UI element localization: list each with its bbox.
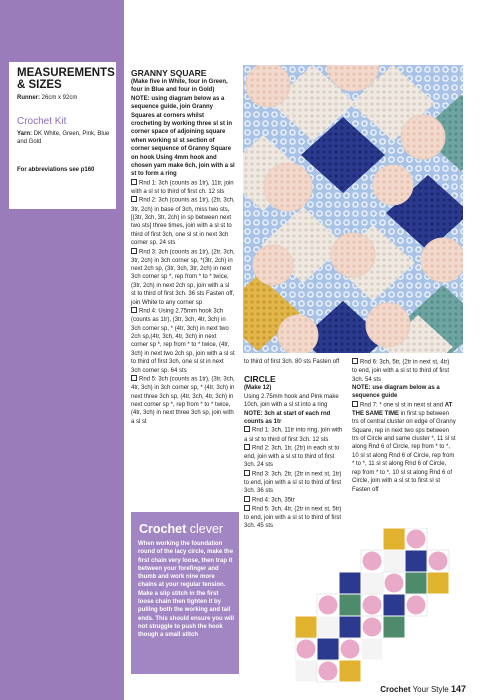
circle-heading: CIRCLE: [244, 374, 276, 385]
kit-title: Crochet Kit: [17, 116, 67, 127]
crochet-clever-box: [131, 512, 239, 674]
clever-title-word-two: clever: [189, 522, 224, 536]
diagram-circle: [319, 662, 338, 681]
circle-rnd3: Rnd 3: 3ch, 2tr, (2tr in next st, 1tr) to end, join with a sl st to third of first 3ch. 36 sts: [244, 471, 342, 495]
footer-brand: Crochet: [380, 685, 411, 694]
granny-rnd5-end: to third of first 3ch. 80 sts Fasten off: [244, 359, 340, 365]
diagram-circle: [363, 596, 382, 615]
checkbox-icon: [244, 505, 250, 511]
runner-photo: [243, 65, 463, 353]
diagram-square-green: [383, 616, 405, 638]
checkbox-icon: [131, 179, 137, 185]
diagram-circle: [363, 618, 382, 637]
diagram-circle: [297, 640, 316, 659]
runner-size: [17, 94, 115, 102]
diagram-square-gold: [427, 572, 449, 594]
sequence-diagram: [295, 528, 453, 688]
checkbox-icon: [131, 196, 137, 202]
checkbox-icon: [352, 401, 358, 407]
diagram-square-gold: [295, 616, 317, 638]
measurements-title: MEASUREMENTS & SIZES: [17, 67, 115, 91]
runner-value: 26cm x 92cm: [41, 95, 78, 101]
sidebar: [0, 0, 124, 700]
crochet-clever-tip: When working the foundation round of the lacy circle, make the first chain very loose, then trap it between your forefinger and thumb and work nine more chains at your regular tension. Make a slip stitch in the first loose chain then tighten it by pulling both the working and tail ends. This should ensure you will not struggle to push the hook though a small stitch: [138, 541, 235, 639]
diagram-square-green: [405, 572, 427, 594]
diagram-square-blue: [405, 550, 427, 572]
circle-rnd1: Rnd 1: 3ch, 11tr into ring, join with a sl st to third of first 3ch. 12 sts: [244, 428, 343, 443]
diagram-circle: [429, 552, 448, 571]
circle-intro: Using 2.75mm hook and Pink make 10ch, join with a sl st into a ring: [244, 393, 339, 409]
granny-make-note: (Make five in White, four in Green, four in Blue and four in Gold): [131, 79, 228, 94]
runner-label: Runner:: [17, 95, 40, 101]
measurements-box: [9, 62, 116, 209]
page-number: 147: [450, 684, 466, 694]
checkbox-icon: [131, 248, 137, 254]
diagram-square-gold: [383, 528, 405, 550]
diagram-square-blue: [339, 572, 361, 594]
diagram-circle: [363, 552, 382, 571]
column-three: [352, 358, 456, 494]
granny-rnd4: Rnd 4: Using 2.75mm hook 3ch (counts as 1tr), (3tr, 3ch, 4tr, 3ch) in 3ch corner sp, * (4tr, 3ch) in next two 2ch sp,(4tr, 3ch, 4tr, 3ch) in next corner sp *, rep from * to * twice, (4tr, 3ch) in next two 2ch sp, join with a sl st to third of first 3ch, one sl st in next 3ch corner sp. 64 sts: [131, 308, 235, 374]
circle-note-two: NOTE: use diagram below as a sequence guide: [352, 384, 440, 400]
checkbox-icon: [244, 444, 250, 450]
checkbox-icon: [131, 375, 137, 381]
diagram-square-white: [361, 638, 383, 660]
yarn-value: DK White, Green, Pink, Blue and Gold: [17, 131, 110, 145]
checkbox-icon: [244, 470, 250, 476]
diagram-square-white: [317, 616, 339, 638]
granny-square-heading: GRANNY SQUARE: [131, 68, 207, 78]
circle-rnd2: Rnd 2: 3ch, 1tr, (2tr) in each st to end, join with a sl st to third of first 3ch. 24 sts: [244, 445, 340, 469]
diagram-circle: [341, 640, 360, 659]
diagram-square-white: [383, 550, 405, 572]
clever-title-word-one: Crochet: [139, 522, 187, 536]
checkbox-icon: [244, 496, 250, 502]
yarn-info: [17, 130, 113, 146]
crochet-clever-title: [139, 522, 223, 536]
diagram-square-gold: [339, 660, 361, 682]
granny-rnd3: Rnd 3: 3ch (counts as 1tr), (2tr, 3ch, 3tr, 2ch) in 3ch corner sp, *(3tr, 2ch) in next 2ch sp, (3tr, 3ch, 3tr, 2ch) in next 3ch corner sp *, rep from * to * twice, (3tr, 2ch) in next 2ch sp, join with a sl st to third of first 3ch. 36 sts Fasten off, join White to any corner sp: [131, 249, 235, 306]
granny-square-section: [131, 68, 235, 426]
diagram-circle: [319, 596, 338, 615]
circle-rnd5: Rnd 5: 3ch, 4tr, (2tr in next st, 5tr) to end, join with a sl st to third of first 3ch. 45 sts: [244, 506, 342, 530]
circle-make-note: (Make 12): [244, 385, 272, 392]
granny-rnd2: Rnd 2: 3ch (counts as 1tr), (2tr, 3ch, 3tr, 2ch) in base of 3ch, miss two sts, [(3tr, 3ch, 3tr, 2ch) in sp between next two sts] three times, join with a sl st to third of first 3ch, one sl st in next 3ch corner sp. 24 sts: [131, 198, 235, 247]
diagram-circle: [407, 530, 426, 549]
diagram-circle: [407, 596, 426, 615]
footer-magazine: Your Style: [412, 685, 449, 694]
yarn-label: Yarn:: [17, 131, 33, 137]
circle-rnd7: Rnd 7: * one sl st in next st and AT THE SAME TIME in first sp between trs of central cluster on edge of Granny Square, rep in next two sps between trs of Circle and same cluster *, 11 sl st along Rnd 6 of Circle, rep from * to *, 10 sl st along Rnd 6 of Circle, rep from * to *, 11 sl st along Rnd 6 of Circle, rep from * to *, 10 sl st along Rnd 6 of Circle, join with a sl st to first sl st Fasten off: [352, 402, 456, 493]
diagram-square-blue: [383, 594, 405, 616]
checkbox-icon: [244, 426, 250, 432]
diagram-square-blue: [339, 616, 361, 638]
diagram-square-green: [339, 594, 361, 616]
diagram-square-white: [295, 660, 317, 682]
checkbox-icon: [131, 307, 137, 313]
diagram-circle: [385, 574, 404, 593]
circle-rnd4: Rnd 4: 3ch, 35tr: [244, 496, 347, 505]
column-two: [244, 358, 347, 531]
circle-note: NOTE: 3ch at start of each rnd counts as 1tr: [244, 410, 331, 426]
same-time-label: AT THE SAME TIME: [352, 402, 453, 417]
abbreviations-note: For abbreviations see p160: [17, 167, 95, 173]
circle-rnd6: Rnd 6: 3ch, 5tr, (2tr in next st, 4tr) to end, join with a sl st to third of first 3ch. 54 sts: [352, 359, 450, 383]
diagram-square-blue: [317, 638, 339, 660]
diagram-square-white: [361, 572, 383, 594]
granny-note: NOTE: using diagram below as a sequence guide, join Granny Squares at corners whilst crocheting by working three sl st in corner space of adjoining square when working sl st section of corner sequence of Granny Square on hook Using 4mm hook and chosen yarn make 6ch, join with a sl st to form a ring: [131, 95, 235, 178]
granny-rnd1: Rnd 1: 3ch (counts as 1tr), 11tr, join with a sl st to third of first ch. 12 sts: [131, 180, 234, 195]
page-footer: [380, 684, 466, 695]
granny-rnd5: Rnd 5: 3ch (counts as 1tr), (3tr, 3ch, 4tr, 3ch) in 3ch corner sp, * (4tr, 3ch) in next three 3ch sp, (4tr, 3ch, 4tr, 3ch) in next corner sp *, rep from * to * twice, (4tr, 3ch) in next three 3ch sp, join with a sl st: [131, 376, 235, 425]
checkbox-icon: [352, 358, 358, 364]
